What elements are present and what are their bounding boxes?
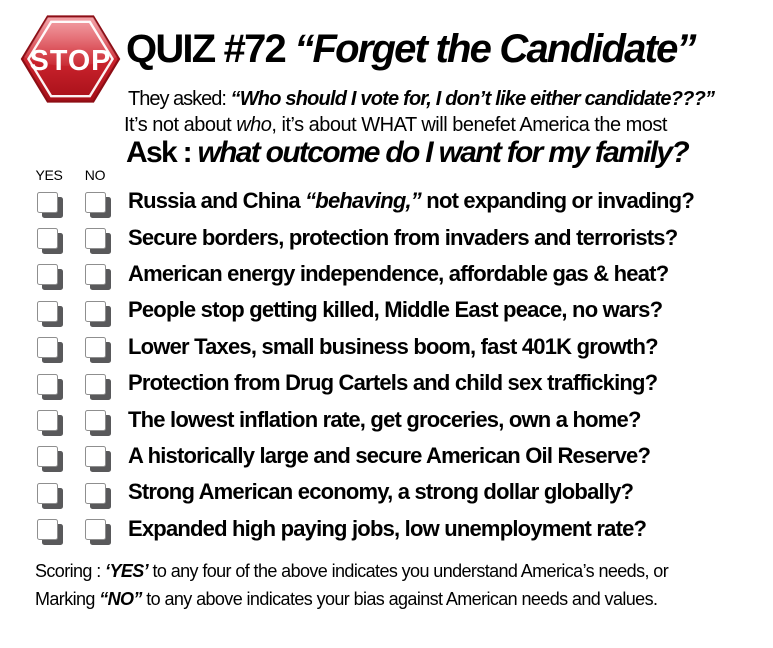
ask-italic: what outcome do I want for my family? xyxy=(197,136,688,169)
question-text xyxy=(128,443,650,469)
quiz-row xyxy=(0,402,773,438)
yes-checkbox[interactable] xyxy=(37,374,58,395)
no-column-header: NO xyxy=(84,167,106,183)
question-text-part: American energy independence, affordable gas & heat? xyxy=(128,260,669,286)
quiz-row xyxy=(0,512,773,548)
about-italic: who xyxy=(236,114,272,136)
question-text-part: Secure borders, protection from invaders and terrorists? xyxy=(128,224,678,250)
quiz-row xyxy=(0,439,773,475)
stop-sign-label: STOP xyxy=(29,44,112,77)
no-checkbox[interactable] xyxy=(85,264,106,285)
no-checkbox[interactable] xyxy=(85,410,106,431)
question-text-part: People stop getting killed, Middle East peace, no wars? xyxy=(128,297,663,323)
quiz-row xyxy=(0,293,773,329)
question-text xyxy=(128,407,641,433)
quiz-row xyxy=(0,257,773,293)
scoring-line-2 xyxy=(35,585,668,613)
question-text-part: Lower Taxes, small business boom, fast 401K growth? xyxy=(128,333,658,359)
asked-line xyxy=(128,88,714,111)
question-text-part: not expanding or invading? xyxy=(421,188,694,214)
scoring-yes-emphasis: ‘YES’ xyxy=(105,561,149,581)
scoring-text-part: Marking xyxy=(35,589,100,609)
scoring-note xyxy=(35,557,668,613)
ask-line xyxy=(126,136,688,170)
question-text xyxy=(128,188,694,214)
quiz-row xyxy=(0,220,773,256)
no-checkbox[interactable] xyxy=(85,192,106,213)
question-text-italic: “behaving,” xyxy=(305,188,421,214)
quiz-title xyxy=(126,26,695,72)
yes-checkbox[interactable] xyxy=(37,519,58,540)
question-text xyxy=(128,297,662,323)
no-checkbox[interactable] xyxy=(85,228,106,249)
question-text xyxy=(128,370,657,396)
quiz-title-number: QUIZ #72 xyxy=(126,27,295,71)
question-text-part: The lowest inflation rate, get groceries, own a home? xyxy=(128,406,641,432)
quiz-row xyxy=(0,184,773,220)
no-checkbox[interactable] xyxy=(85,483,106,504)
scoring-line-1 xyxy=(35,557,668,585)
yes-checkbox[interactable] xyxy=(37,410,58,431)
question-text xyxy=(128,516,646,542)
yes-checkbox[interactable] xyxy=(37,446,58,467)
yes-column-header: YES xyxy=(35,167,63,183)
quiz-title-quote: “Forget the Candidate” xyxy=(294,27,695,71)
asked-prefix: They asked: xyxy=(128,88,231,110)
yes-checkbox[interactable] xyxy=(37,264,58,285)
no-checkbox[interactable] xyxy=(85,374,106,395)
yes-checkbox[interactable] xyxy=(37,337,58,358)
scoring-no-emphasis: “NO” xyxy=(99,589,142,609)
no-checkbox[interactable] xyxy=(85,446,106,467)
yes-checkbox[interactable] xyxy=(37,228,58,249)
question-text-part: Russia and China xyxy=(128,188,306,214)
question-text-part: Protection from Drug Cartels and child sex trafficking? xyxy=(128,370,658,396)
quiz-row xyxy=(0,475,773,511)
scoring-text-part: to any above indicates your bias against American needs and values. xyxy=(141,589,658,609)
asked-quote: “Who should I vote for, I don’t like either candidate???” xyxy=(230,88,715,110)
question-text xyxy=(128,479,633,505)
quiz-row xyxy=(0,366,773,402)
question-text xyxy=(128,261,668,287)
question-text-part: A historically large and secure American Oil Reserve? xyxy=(128,442,651,468)
question-text xyxy=(128,225,677,251)
question-text xyxy=(128,334,658,360)
about-line xyxy=(124,114,667,137)
scoring-text-part: Scoring : xyxy=(35,561,106,581)
question-text-part: Strong American economy, a strong dollar globally? xyxy=(128,479,634,505)
no-checkbox[interactable] xyxy=(85,337,106,358)
stop-sign-icon xyxy=(19,13,122,105)
question-list xyxy=(0,184,773,548)
yes-checkbox[interactable] xyxy=(37,483,58,504)
yes-checkbox[interactable] xyxy=(37,192,58,213)
scoring-text-part: to any four of the above indicates you understand America’s needs, or xyxy=(148,561,669,581)
about-pre: It’s not about xyxy=(124,114,237,136)
about-post: , it’s about WHAT will benefet America the most xyxy=(271,114,667,136)
question-text-part: Expanded high paying jobs, low unemployment rate? xyxy=(128,515,647,541)
no-checkbox[interactable] xyxy=(85,519,106,540)
quiz-row xyxy=(0,330,773,366)
yes-checkbox[interactable] xyxy=(37,301,58,322)
no-checkbox[interactable] xyxy=(85,301,106,322)
ask-prefix: Ask : xyxy=(126,136,198,169)
